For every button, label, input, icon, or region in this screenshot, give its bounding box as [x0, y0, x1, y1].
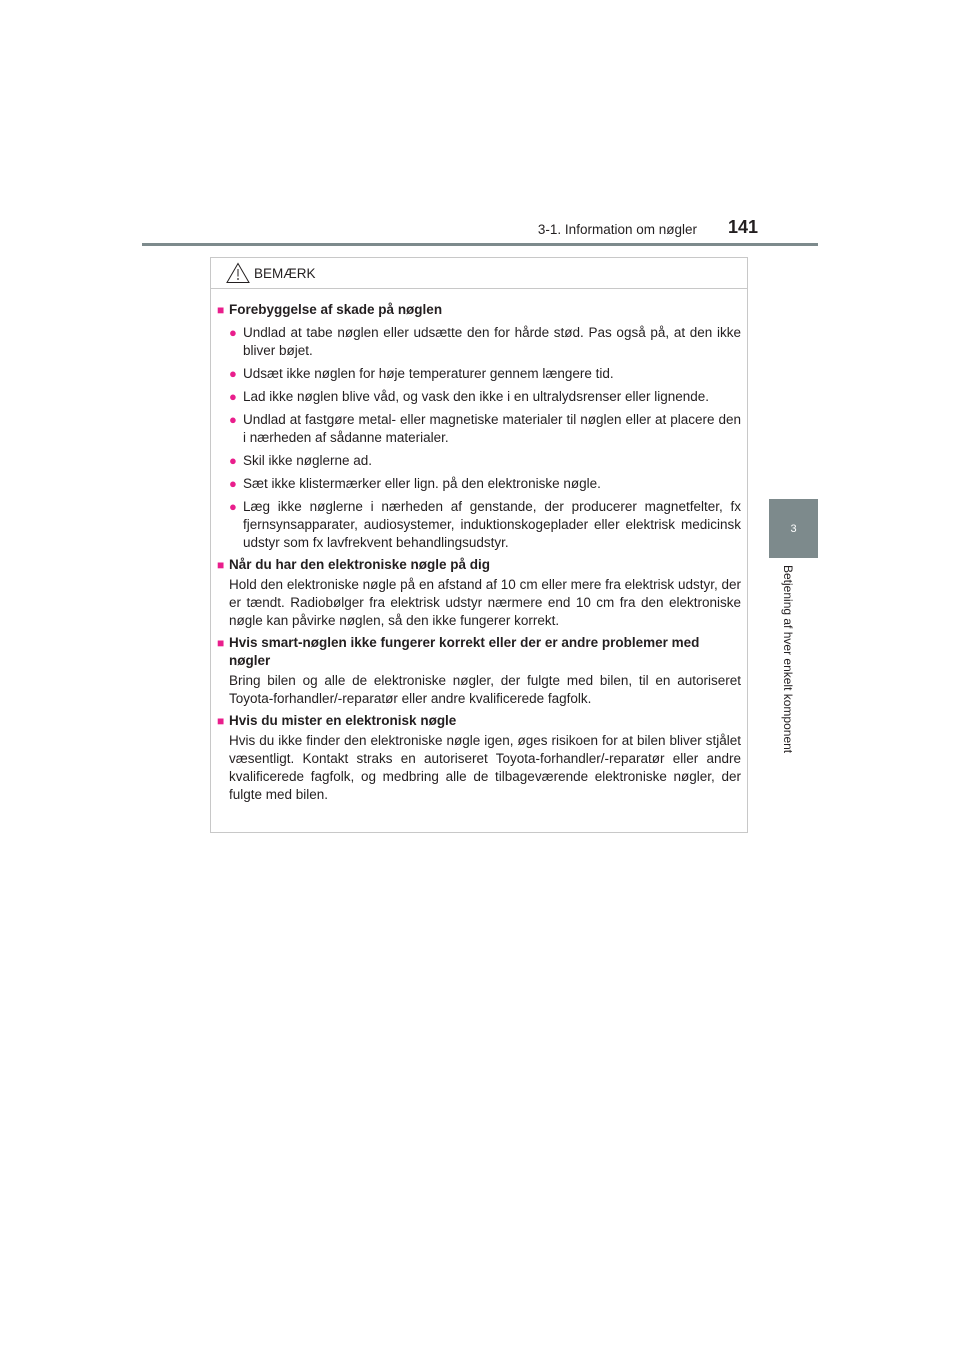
chapter-number: 3: [790, 522, 797, 535]
section-heading-text: Hvis smart-nøglen ikke fungerer korrekt eller der er andre problemer med nøgler: [229, 635, 700, 668]
list-item-text: Undlad at tabe nøglen eller udsætte den for hårde stød. Pas også på, at den ikke bliver bøjet.: [243, 325, 741, 358]
square-bullet-icon: ■: [217, 714, 225, 728]
list-item-text: Undlad at fastgøre metal- eller magnetiske materialer til nøglen eller at placere den i nærheden af sådanne materialer.: [243, 412, 741, 445]
notice-header: [211, 258, 747, 289]
chapter-title: Betjening af hver enkelt komponent: [781, 565, 795, 754]
list-item-text: Skil ikke nøglerne ad.: [243, 453, 373, 468]
square-bullet-icon: ■: [217, 303, 225, 317]
section-paragraph: Bring bilen og alle de elektroniske nøgler, der fulgte med bilen, til en autoriseret Toyota-forhandler/-reparatør eller andre kvalificerede fagfolk.: [229, 673, 741, 706]
list-item-text: Sæt ikke klistermærker eller lign. på den elektroniske nøgle.: [243, 476, 601, 491]
section-heading: [217, 301, 741, 319]
list-item: [229, 475, 741, 493]
page-number: 141: [728, 217, 759, 237]
section-heading: [217, 712, 741, 730]
square-bullet-icon: ■: [217, 636, 225, 650]
list-item-text: Lad ikke nøglen blive våd, og vask den ikke i en ultralydsrenser eller lignende.: [243, 389, 710, 404]
header-rule: [142, 243, 818, 246]
circle-bullet-icon: ●: [229, 412, 237, 427]
section-heading-text: Når du har den elektroniske nøgle på dig: [229, 557, 491, 572]
list-item: [229, 411, 741, 447]
list-item: [229, 388, 741, 406]
notice-body: [211, 289, 747, 804]
section-paragraph: Hold den elektroniske nøgle på en afstand af 10 cm eller mere fra elektrisk udstyr, der er tændt. Radiobølger fra elektrisk udstyr nærmere end 10 cm fra den elektroniske nøgle kan påvirke nøglen, så den ikke fungerer korrekt.: [229, 577, 741, 628]
warning-triangle-icon: [226, 262, 250, 284]
section-paragraph: Hvis du ikke finder den elektroniske nøgle igen, øges risikoen for at bilen bliver stjålet væsentligt. Kontakt straks en autoriseret Toyota-forhandler/-reparatør eller andre kvalificerede fagfolk, og medbring alle de tilbageværende elektroniske nøgler, der fulgte med bilen.: [229, 733, 741, 802]
section-heading: [217, 634, 741, 670]
circle-bullet-icon: ●: [229, 366, 237, 381]
list-item: [229, 452, 741, 470]
notice-title: BEMÆRK: [254, 265, 316, 281]
chapter-tab: [769, 499, 818, 558]
section-heading-text: Hvis du mister en elektronisk nøgle: [229, 713, 457, 728]
notice-box: [210, 257, 748, 833]
list-item: [229, 365, 741, 383]
section-heading-text: Forebyggelse af skade på nøglen: [229, 302, 443, 317]
list-item: [229, 324, 741, 360]
circle-bullet-icon: ●: [229, 476, 237, 491]
circle-bullet-icon: ●: [229, 499, 237, 514]
list-item-text: Udsæt ikke nøglen for høje temperaturer gennem længere tid.: [243, 366, 614, 381]
section-title: 3-1. Information om nøgler: [537, 222, 697, 237]
circle-bullet-icon: ●: [229, 453, 237, 468]
circle-bullet-icon: ●: [229, 389, 237, 404]
list-item-text: Læg ikke nøglerne i nærheden af genstande, der producerer magnetfelter, fx fjernsynsapparater, audiosystemer, induktionskogeplader eller elektrisk medicinsk udstyr som fx lavfrekvent behandlingsudstyr.: [243, 499, 741, 550]
square-bullet-icon: ■: [217, 558, 225, 572]
list-item: [229, 498, 741, 552]
section-heading: [217, 556, 741, 574]
circle-bullet-icon: ●: [229, 325, 237, 340]
